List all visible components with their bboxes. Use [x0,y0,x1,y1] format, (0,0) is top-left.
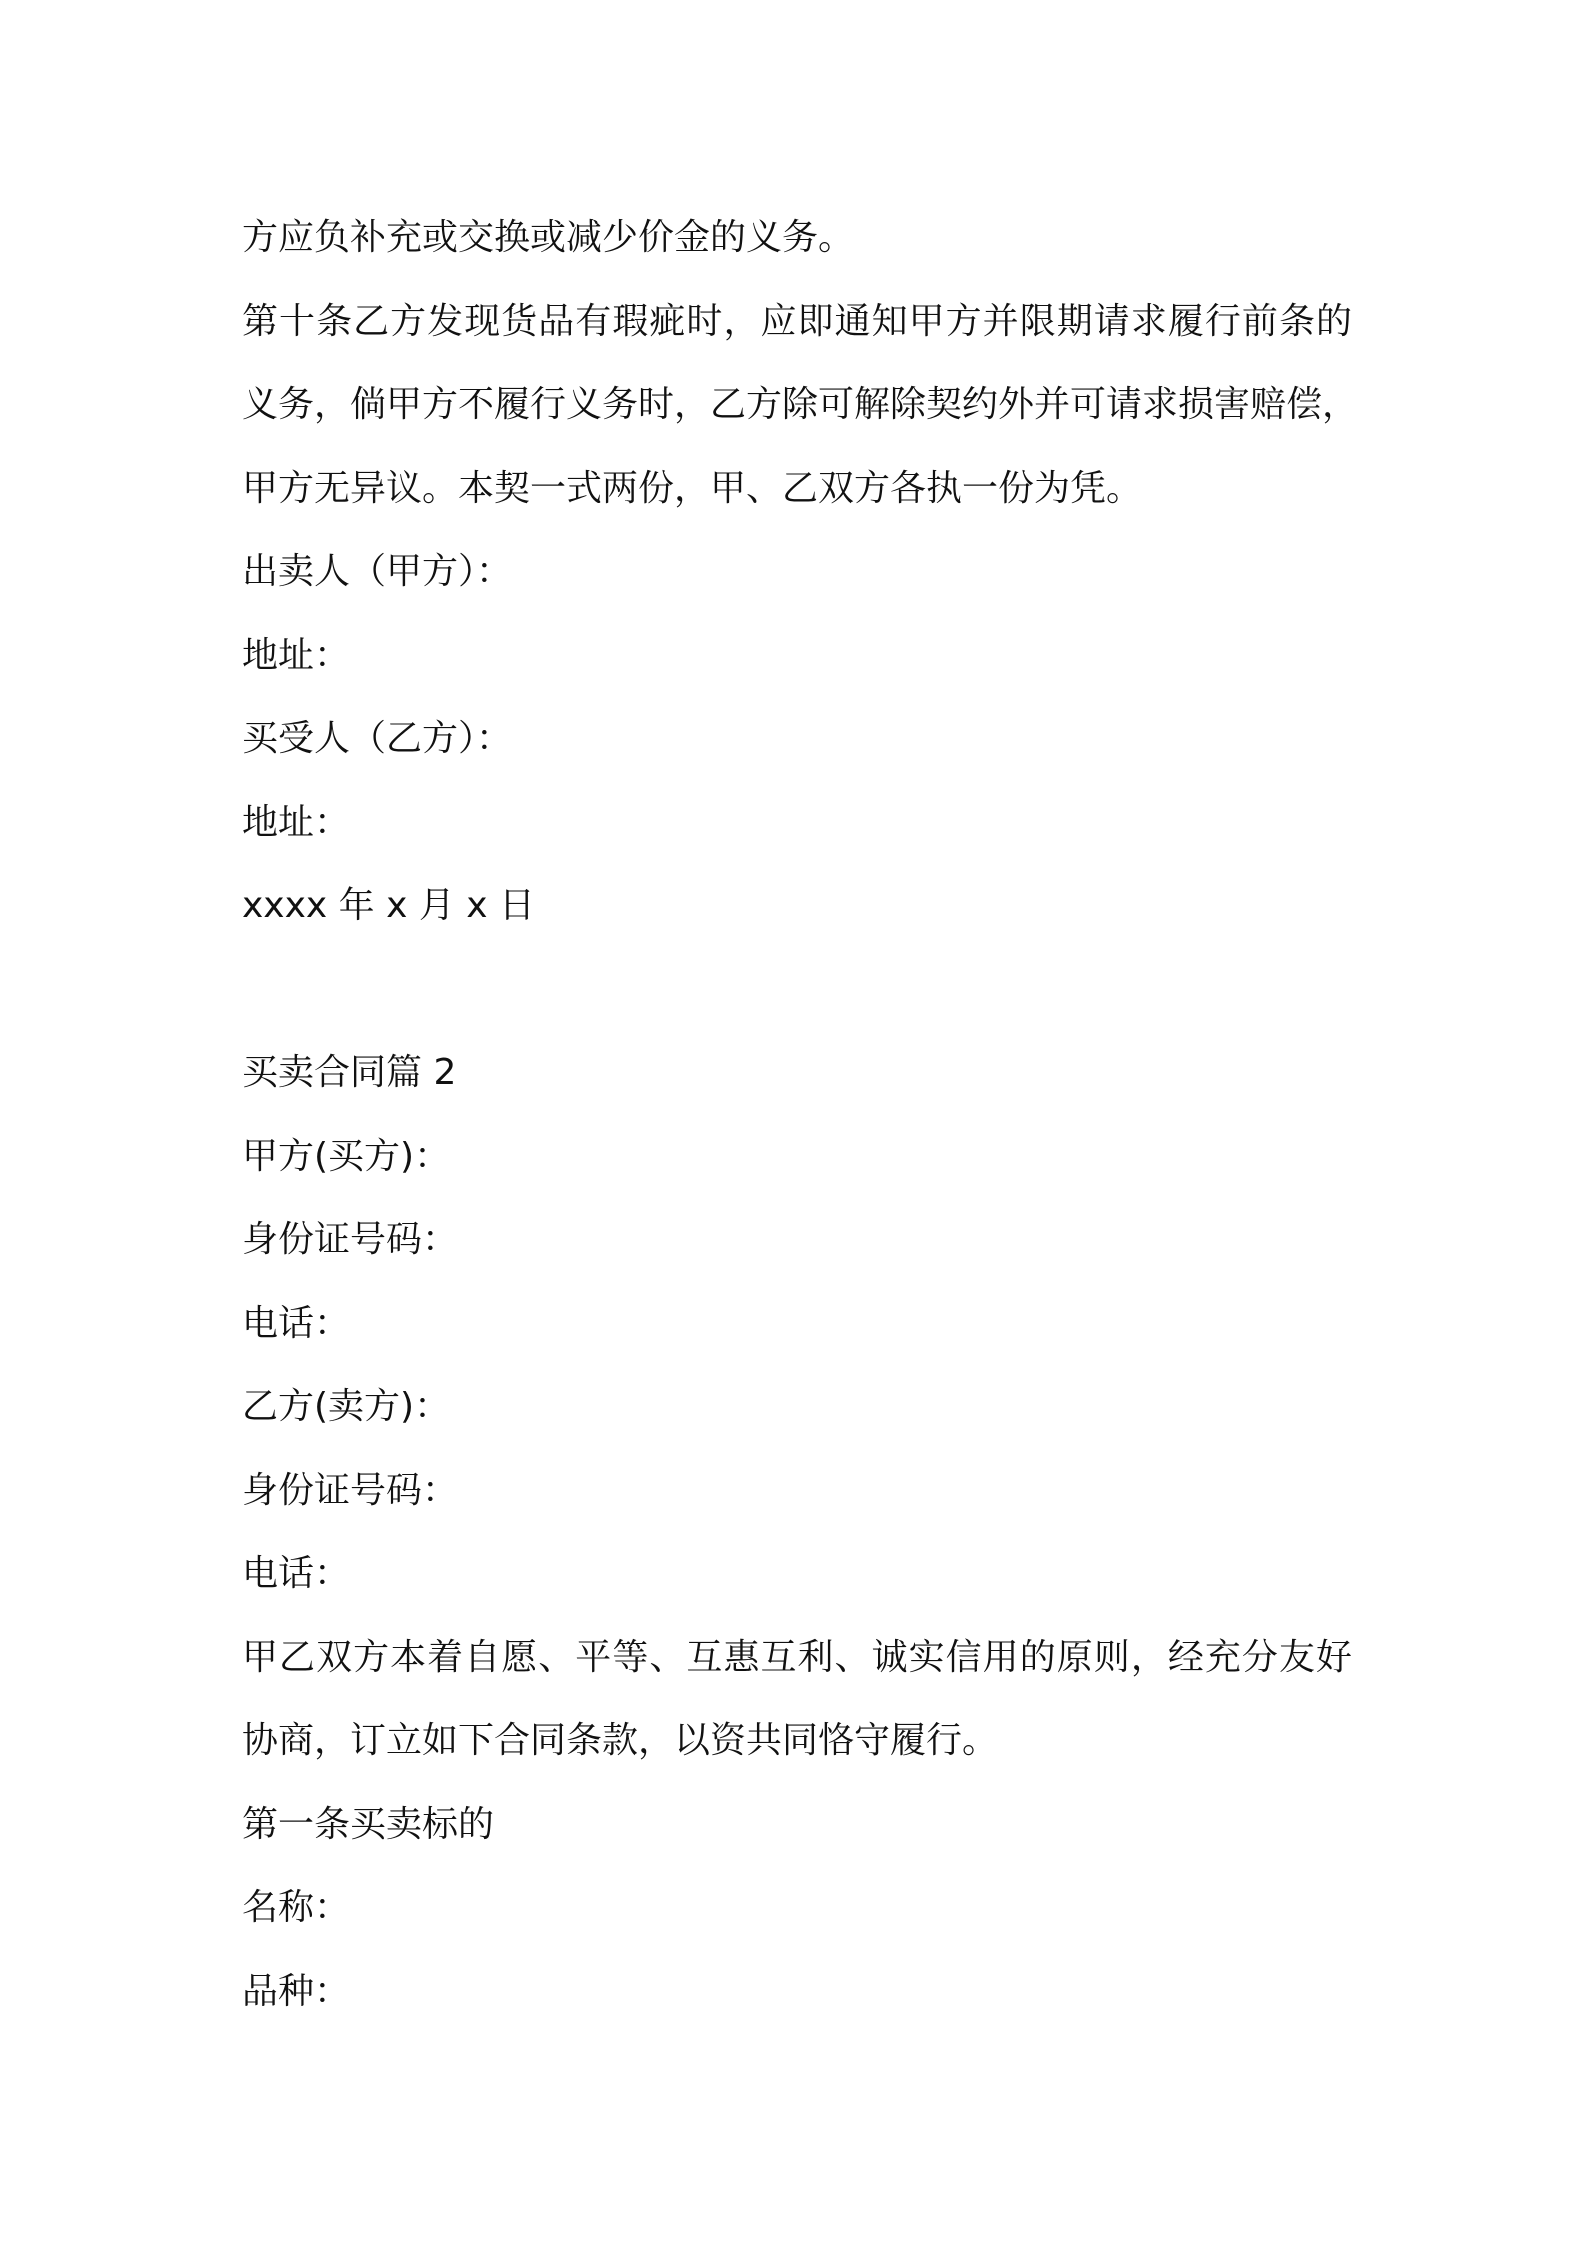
text-line-principles-cont: 协商，订立如下合同条款，以资共同恪守履行。 [242,1720,999,1761]
text-line-article-10-cont: 义务，倘甲方不履行义务时，乙方除可解除契约外并可请求损害赔偿， [242,384,1359,425]
section-title: 买卖合同篇 2 [242,1052,457,1093]
buyer-label: 买受人（乙方）： [242,718,513,759]
party-b-id-label: 身份证号码： [242,1469,459,1511]
text-line-article-10: 第十条乙方发现货品有瑕疵时，应即通知甲方并限期请求履行前条的 [242,300,1352,342]
name-label: 名称： [242,1887,351,1928]
party-b-phone-label: 电话： [242,1553,351,1594]
text-line-principles: 甲乙双方本着自愿、平等、互惠互利、诚实信用的原则，经充分友好 [242,1636,1352,1678]
party-a-id-label: 身份证号码： [242,1219,459,1260]
party-a-label: 甲方(买方)： [242,1135,451,1177]
date-line: xxxx 年 x 月 x 日 [242,885,536,926]
document-body [242,196,1362,2033]
article-1-title: 第一条买卖标的 [242,1803,495,1845]
seller-address-label: 地址： [242,634,351,676]
variety-label: 品种： [242,1970,351,2012]
text-line-obligation-end: 方应负补充或交换或减少价金的义务。 [242,217,855,258]
buyer-address-label: 地址： [242,801,351,843]
seller-label: 出卖人（甲方）： [242,551,513,592]
section-spacer [242,948,1362,1032]
party-b-label: 乙方(卖方)： [242,1386,451,1427]
text-line-copies: 甲方无异议。本契一式两份，甲、乙双方各执一份为凭。 [242,467,1143,509]
party-a-phone-label: 电话： [242,1302,351,1344]
